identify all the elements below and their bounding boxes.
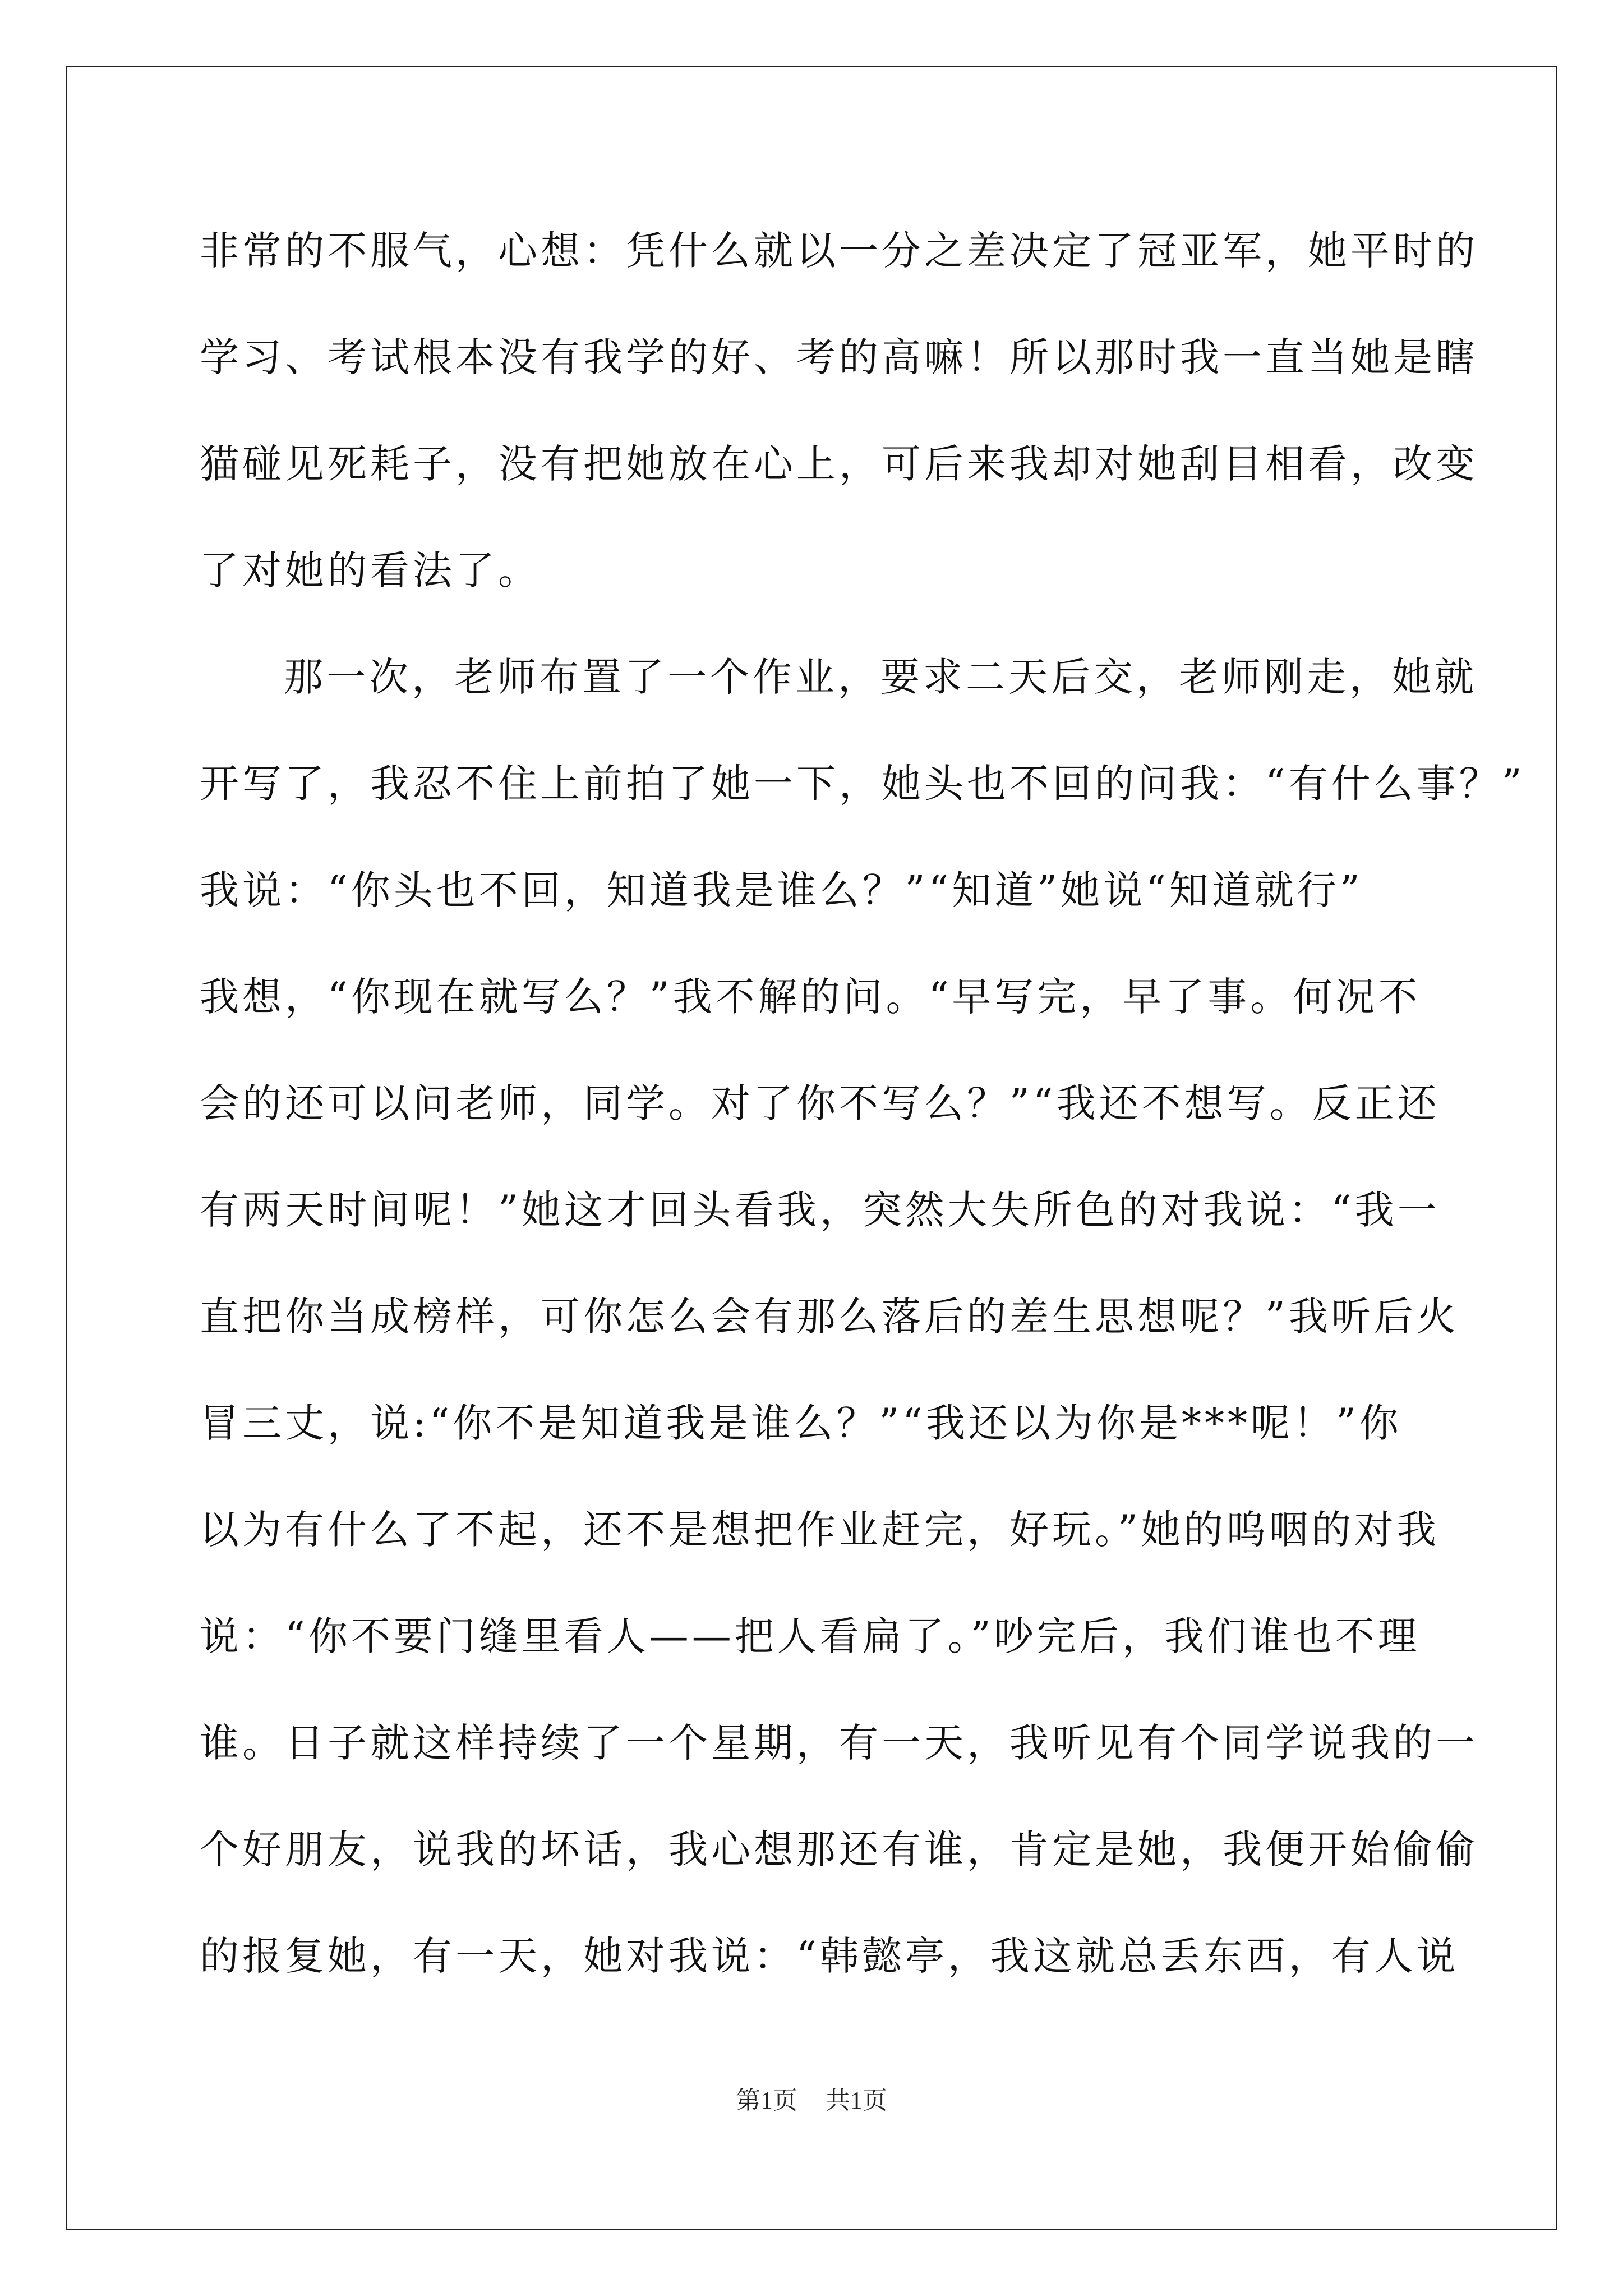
page-footer bbox=[0, 2084, 1623, 2118]
text-line: 说：“你不要门缝里看人——把人看扁了。”吵完后，我们谁也不理 bbox=[200, 1613, 1421, 1659]
text-line: 冒三丈，说:“你不是知道我是谁么？”“我还以为你是***呢！”你 bbox=[200, 1400, 1402, 1446]
text-line: 非常的不服气，心想：凭什么就以一分之差决定了冠亚军，她平时的 bbox=[200, 228, 1478, 274]
text-line: 了对她的看法了。 bbox=[200, 547, 541, 593]
text-line: 直把你当成榜样，可你怎么会有那么落后的差生思想呢？”我听后火 bbox=[200, 1294, 1459, 1340]
page-number: 第1页 bbox=[736, 2087, 797, 2114]
text-line: 谁。日子就这样持续了一个星期，有一天，我听见有个同学说我的一 bbox=[200, 1720, 1478, 1766]
text-line: 开写了，我忍不住上前拍了她一下，她头也不回的问我：“有什么事？” bbox=[200, 761, 1525, 807]
text-line: 我想，“你现在就写么？”我不解的问。“早写完，早了事。何况不 bbox=[200, 974, 1421, 1020]
body-text bbox=[200, 220, 1525, 2032]
text-line: 我说：“你头也不回，知道我是谁么？”“知道”她说“知道就行” bbox=[200, 867, 1363, 913]
text-line: 个好朋友，说我的坏话，我心想那还有谁，肯定是她，我便开始偷偷 bbox=[200, 1826, 1478, 1872]
text-line: 以为有什么了不起，还不是想把作业赶完，好玩。”她的呜咽的对我 bbox=[200, 1507, 1440, 1553]
text-line: 的报复她，有一天，她对我说：“韩懿亭，我这就总丢东西，有人说 bbox=[200, 1933, 1459, 1979]
text-line: 那一次，老师布置了一个作业，要求二天后交，老师刚走，她就 bbox=[284, 654, 1477, 700]
text-line: 有两天时间呢！”她这才回头看我，突然大失所色的对我说：“我一 bbox=[200, 1187, 1440, 1233]
text-line: 猫碰见死耗子，没有把她放在心上，可后来我却对她刮目相看，改变 bbox=[200, 441, 1478, 487]
text-line: 学习、考试根本没有我学的好、考的高嘛！所以那时我一直当她是瞎 bbox=[200, 334, 1478, 380]
text-line: 会的还可以问老师，同学。对了你不写么？”“我还不想写。反正还 bbox=[200, 1080, 1440, 1126]
page-total: 共1页 bbox=[826, 2087, 887, 2114]
